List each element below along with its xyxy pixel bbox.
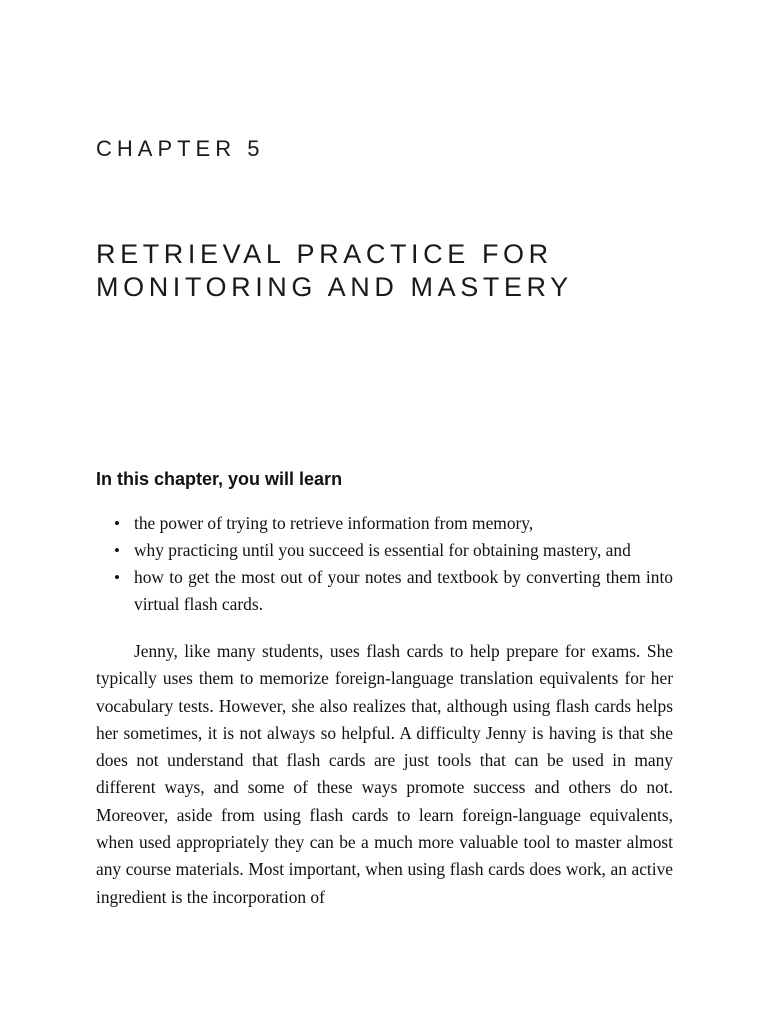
bullet-icon: • — [114, 541, 120, 560]
list-item-text: why practicing until you succeed is essential for obtaining mastery, and — [134, 540, 631, 560]
chapter-title-line-1: RETRIEVAL PRACTICE FOR — [96, 239, 553, 269]
list-item — [96, 510, 673, 537]
learning-objectives-heading: In this chapter, you will learn — [96, 469, 343, 489]
list-item — [96, 537, 673, 564]
chapter-label: CHAPTER 5 — [96, 136, 265, 161]
bullet-icon: • — [114, 568, 120, 587]
list-item-text: how to get the most out of your notes and textbook by converting them into virtual flash cards. — [134, 567, 673, 614]
chapter-title — [96, 238, 716, 304]
chapter-title-line-2: MONITORING AND MASTERY — [96, 272, 573, 302]
list-item-text: the power of trying to retrieve information from memory, — [134, 513, 534, 533]
bullet-icon: • — [114, 514, 120, 533]
body-paragraph: Jenny, like many students, uses flash cards to help prepare for exams. She typically uses them to memorize foreign-language translation equivalents for her vocabulary tests. However, she also realizes that, although using flash cards helps her sometimes, it is not always so helpful. A difficulty Jenny is having is that she does not understand that flash cards are just tools that can be used in many different ways, and some of these ways promote success and others do not. Moreover, aside from using flash cards to learn foreign-language equivalents, when used appropriately they can be a much more valuable tool to master almost any course materials. Most important, when using flash cards does work, an active ingredient is the incorporation of — [96, 641, 673, 907]
learning-objectives-list — [96, 510, 673, 618]
list-item — [96, 564, 673, 618]
